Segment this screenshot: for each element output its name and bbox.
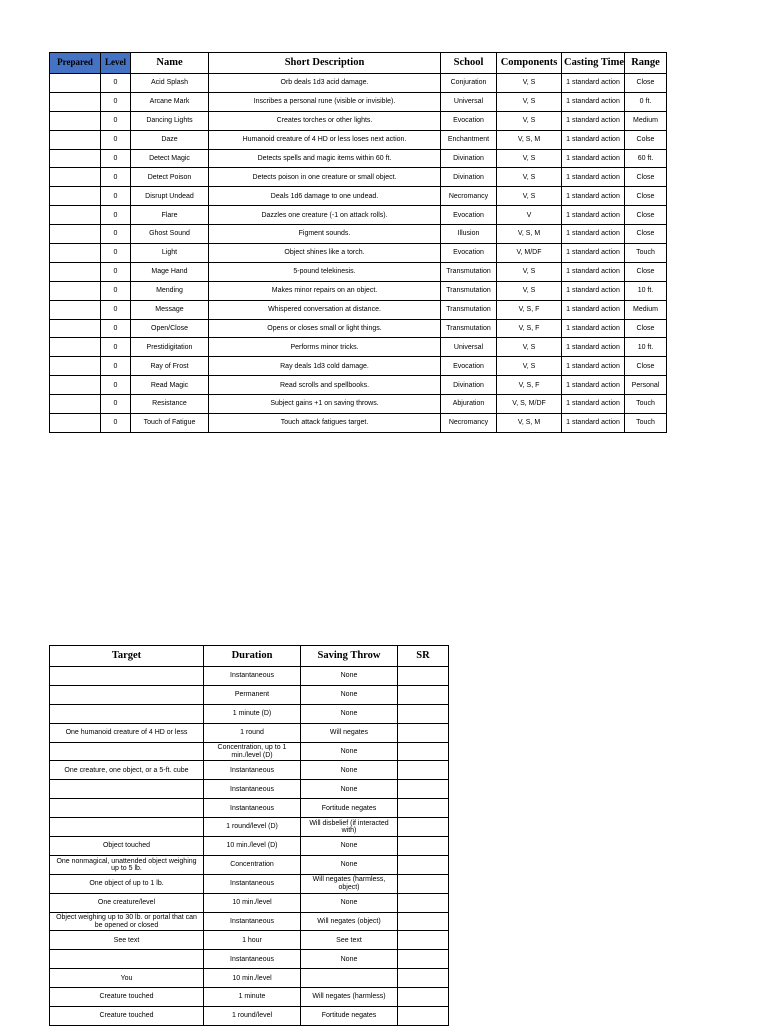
casting-time-cell: 1 standard action (562, 281, 625, 300)
duration-cell: Instantaneous (204, 912, 301, 931)
sr-cell (398, 667, 449, 686)
saving-throw-cell: None (301, 761, 398, 780)
casting-time-cell: 1 standard action (562, 74, 625, 93)
table-row (50, 780, 449, 799)
range-cell: Close (625, 262, 667, 281)
table-row (50, 319, 667, 338)
prepared-cell (50, 281, 101, 300)
casting-time-cell: 1 standard action (562, 111, 625, 130)
components-cell: V, S, M (497, 414, 562, 433)
name-cell: Ghost Sound (131, 225, 209, 244)
sr-cell (398, 818, 449, 837)
components-cell: V, S, F (497, 319, 562, 338)
saving-throw-cell: None (301, 855, 398, 874)
sr-cell (398, 1007, 449, 1026)
table-row (50, 130, 667, 149)
name-cell: Acid Splash (131, 74, 209, 93)
name-cell: Dancing Lights (131, 111, 209, 130)
components-cell: V, S (497, 111, 562, 130)
casting-time-cell: 1 standard action (562, 414, 625, 433)
components-cell: V, M/DF (497, 244, 562, 263)
sr-cell (398, 799, 449, 818)
sr-cell (398, 893, 449, 912)
casting-time-cell: 1 standard action (562, 262, 625, 281)
target-cell (50, 742, 204, 761)
level-cell: 0 (101, 111, 131, 130)
duration-cell: 1 round/level (204, 1007, 301, 1026)
header-name: Name (131, 53, 209, 74)
description-cell: Orb deals 1d3 acid damage. (209, 74, 441, 93)
casting-time-cell: 1 standard action (562, 338, 625, 357)
sr-cell (398, 761, 449, 780)
components-cell: V, S, F (497, 300, 562, 319)
table-row (50, 1007, 449, 1026)
prepared-cell (50, 206, 101, 225)
sr-cell (398, 931, 449, 950)
target-cell (50, 704, 204, 723)
casting-time-cell: 1 standard action (562, 395, 625, 414)
sr-cell (398, 780, 449, 799)
school-cell: Transmutation (441, 281, 497, 300)
casting-time-cell: 1 standard action (562, 149, 625, 168)
prepared-cell (50, 414, 101, 433)
casting-time-cell: 1 standard action (562, 300, 625, 319)
table-row (50, 931, 449, 950)
school-cell: Evocation (441, 206, 497, 225)
name-cell: Touch of Fatigue (131, 414, 209, 433)
name-cell: Arcane Mark (131, 92, 209, 111)
school-cell: Necromancy (441, 414, 497, 433)
description-cell: Performs minor tricks. (209, 338, 441, 357)
components-cell: V, S, F (497, 376, 562, 395)
duration-cell: Instantaneous (204, 950, 301, 969)
range-cell: Medium (625, 300, 667, 319)
header-range: Range (625, 53, 667, 74)
name-cell: Light (131, 244, 209, 263)
table-row (50, 357, 667, 376)
description-cell: Subject gains +1 on saving throws. (209, 395, 441, 414)
range-cell: 0 ft. (625, 92, 667, 111)
range-cell: Touch (625, 244, 667, 263)
range-cell: Personal (625, 376, 667, 395)
description-cell: Whispered conversation at distance. (209, 300, 441, 319)
prepared-cell (50, 168, 101, 187)
components-cell: V, S (497, 281, 562, 300)
level-cell: 0 (101, 168, 131, 187)
level-cell: 0 (101, 357, 131, 376)
saving-throw-cell: Will disbelief (if interacted with) (301, 818, 398, 837)
level-cell: 0 (101, 187, 131, 206)
description-cell: Dazzles one creature (-1 on attack rolls). (209, 206, 441, 225)
table-row (50, 244, 667, 263)
level-cell: 0 (101, 92, 131, 111)
target-cell: Object weighing up to 30 lb. or portal that can be opened or closed (50, 912, 204, 931)
saving-throw-cell: Fortitude negates (301, 1007, 398, 1026)
table-row (50, 761, 449, 780)
description-cell: Makes minor repairs on an object. (209, 281, 441, 300)
level-cell: 0 (101, 395, 131, 414)
duration-cell: 1 hour (204, 931, 301, 950)
prepared-cell (50, 262, 101, 281)
components-cell: V, S, M (497, 225, 562, 244)
prepared-cell (50, 319, 101, 338)
school-cell: Transmutation (441, 319, 497, 338)
effects-table (49, 645, 449, 1026)
spells-table (49, 52, 667, 433)
prepared-cell (50, 149, 101, 168)
table-row (50, 855, 449, 874)
table-row (50, 893, 449, 912)
name-cell: Disrupt Undead (131, 187, 209, 206)
target-cell (50, 685, 204, 704)
sr-cell (398, 685, 449, 704)
name-cell: Ray of Frost (131, 357, 209, 376)
table-row (50, 988, 449, 1007)
duration-cell: 1 minute (D) (204, 704, 301, 723)
level-cell: 0 (101, 225, 131, 244)
components-cell: V, S (497, 357, 562, 376)
level-cell: 0 (101, 281, 131, 300)
range-cell: Colse (625, 130, 667, 149)
description-cell: Touch attack fatigues target. (209, 414, 441, 433)
school-cell: Necromancy (441, 187, 497, 206)
level-cell: 0 (101, 376, 131, 395)
prepared-cell (50, 92, 101, 111)
sr-cell (398, 723, 449, 742)
saving-throw-cell: None (301, 704, 398, 723)
table-row (50, 969, 449, 988)
name-cell: Flare (131, 206, 209, 225)
prepared-cell (50, 187, 101, 206)
target-cell: Creature touched (50, 988, 204, 1007)
components-cell: V, S, M/DF (497, 395, 562, 414)
target-cell: Object touched (50, 837, 204, 856)
saving-throw-cell: None (301, 837, 398, 856)
table-row (50, 262, 667, 281)
range-cell: Medium (625, 111, 667, 130)
duration-cell: Permanent (204, 685, 301, 704)
school-cell: Universal (441, 92, 497, 111)
saving-throw-cell: None (301, 950, 398, 969)
sr-cell (398, 874, 449, 893)
target-cell: You (50, 969, 204, 988)
sr-cell (398, 855, 449, 874)
level-cell: 0 (101, 206, 131, 225)
effects-header-row (50, 646, 449, 667)
sr-cell (398, 912, 449, 931)
table-row (50, 92, 667, 111)
saving-throw-cell: None (301, 742, 398, 761)
duration-cell: 1 round (204, 723, 301, 742)
saving-throw-cell (301, 969, 398, 988)
header-duration: Duration (204, 646, 301, 667)
sr-cell (398, 837, 449, 856)
casting-time-cell: 1 standard action (562, 357, 625, 376)
table-row (50, 912, 449, 931)
duration-cell: Instantaneous (204, 874, 301, 893)
level-cell: 0 (101, 414, 131, 433)
components-cell: V, S (497, 168, 562, 187)
duration-cell: 10 min./level (D) (204, 837, 301, 856)
saving-throw-cell: Will negates (object) (301, 912, 398, 931)
level-cell: 0 (101, 319, 131, 338)
target-cell (50, 818, 204, 837)
school-cell: Divination (441, 376, 497, 395)
casting-time-cell: 1 standard action (562, 130, 625, 149)
prepared-cell (50, 225, 101, 244)
name-cell: Detect Poison (131, 168, 209, 187)
level-cell: 0 (101, 74, 131, 93)
prepared-cell (50, 376, 101, 395)
target-cell: One creature/level (50, 893, 204, 912)
school-cell: Enchantment (441, 130, 497, 149)
description-cell: Read scrolls and spellbooks. (209, 376, 441, 395)
target-cell: One object of up to 1 lb. (50, 874, 204, 893)
casting-time-cell: 1 standard action (562, 225, 625, 244)
saving-throw-cell: Fortitude negates (301, 799, 398, 818)
name-cell: Detect Magic (131, 149, 209, 168)
target-cell (50, 667, 204, 686)
table-row (50, 704, 449, 723)
duration-cell: 10 min./level (204, 969, 301, 988)
name-cell: Resistance (131, 395, 209, 414)
description-cell: Detects poison in one creature or small object. (209, 168, 441, 187)
components-cell: V, S (497, 262, 562, 281)
prepared-cell (50, 130, 101, 149)
duration-cell: Instantaneous (204, 799, 301, 818)
target-cell: See text (50, 931, 204, 950)
table-row (50, 74, 667, 93)
table-row (50, 742, 449, 761)
saving-throw-cell: None (301, 685, 398, 704)
target-cell: One humanoid creature of 4 HD or less (50, 723, 204, 742)
table-row (50, 300, 667, 319)
school-cell: Illusion (441, 225, 497, 244)
range-cell: Close (625, 319, 667, 338)
prepared-cell (50, 74, 101, 93)
saving-throw-cell: Will negates (301, 723, 398, 742)
sr-cell (398, 704, 449, 723)
components-cell: V, S (497, 74, 562, 93)
table-row (50, 723, 449, 742)
duration-cell: 1 round/level (D) (204, 818, 301, 837)
description-cell: Opens or closes small or light things. (209, 319, 441, 338)
table-row (50, 667, 449, 686)
range-cell: Close (625, 206, 667, 225)
description-cell: Humanoid creature of 4 HD or less loses next action. (209, 130, 441, 149)
school-cell: Evocation (441, 357, 497, 376)
range-cell: Touch (625, 395, 667, 414)
table-row (50, 414, 667, 433)
level-cell: 0 (101, 244, 131, 263)
level-cell: 0 (101, 149, 131, 168)
name-cell: Daze (131, 130, 209, 149)
prepared-cell (50, 300, 101, 319)
sr-cell (398, 950, 449, 969)
saving-throw-cell: None (301, 667, 398, 686)
prepared-cell (50, 111, 101, 130)
casting-time-cell: 1 standard action (562, 319, 625, 338)
level-cell: 0 (101, 130, 131, 149)
table-row (50, 149, 667, 168)
table-row (50, 376, 667, 395)
saving-throw-cell: None (301, 893, 398, 912)
duration-cell: Instantaneous (204, 780, 301, 799)
description-cell: Deals 1d6 damage to one undead. (209, 187, 441, 206)
header-components: Components (497, 53, 562, 74)
components-cell: V (497, 206, 562, 225)
casting-time-cell: 1 standard action (562, 187, 625, 206)
table-row (50, 281, 667, 300)
name-cell: Mending (131, 281, 209, 300)
prepared-cell (50, 338, 101, 357)
header-level: Level (101, 53, 131, 74)
casting-time-cell: 1 standard action (562, 244, 625, 263)
prepared-cell (50, 395, 101, 414)
school-cell: Abjuration (441, 395, 497, 414)
table-row (50, 111, 667, 130)
casting-time-cell: 1 standard action (562, 206, 625, 225)
name-cell: Message (131, 300, 209, 319)
spells-header-row (50, 53, 667, 74)
header-sr: SR (398, 646, 449, 667)
duration-cell: Instantaneous (204, 761, 301, 780)
school-cell: Divination (441, 149, 497, 168)
header-short-description: Short Description (209, 53, 441, 74)
range-cell: Close (625, 225, 667, 244)
range-cell: Close (625, 168, 667, 187)
level-cell: 0 (101, 300, 131, 319)
target-cell: One creature, one object, or a 5-ft. cube (50, 761, 204, 780)
duration-cell: 10 min./level (204, 893, 301, 912)
school-cell: Transmutation (441, 300, 497, 319)
table-row (50, 874, 449, 893)
school-cell: Evocation (441, 244, 497, 263)
name-cell: Open/Close (131, 319, 209, 338)
target-cell: One nonmagical, unattended object weighing up to 5 lb. (50, 855, 204, 874)
range-cell: Close (625, 187, 667, 206)
duration-cell: Concentration, up to 1 min./level (D) (204, 742, 301, 761)
range-cell: Close (625, 357, 667, 376)
range-cell: 60 ft. (625, 149, 667, 168)
level-cell: 0 (101, 262, 131, 281)
name-cell: Mage Hand (131, 262, 209, 281)
components-cell: V, S (497, 149, 562, 168)
description-cell: Figment sounds. (209, 225, 441, 244)
range-cell: Close (625, 74, 667, 93)
saving-throw-cell: Will negates (harmless, object) (301, 874, 398, 893)
components-cell: V, S (497, 187, 562, 206)
description-cell: Object shines like a torch. (209, 244, 441, 263)
description-cell: Inscribes a personal rune (visible or invisible). (209, 92, 441, 111)
target-cell (50, 799, 204, 818)
table-row (50, 206, 667, 225)
table-row (50, 950, 449, 969)
target-cell (50, 950, 204, 969)
table-row (50, 338, 667, 357)
name-cell: Prestidigitation (131, 338, 209, 357)
saving-throw-cell: Will negates (harmless) (301, 988, 398, 1007)
range-cell: Touch (625, 414, 667, 433)
header-prepared: Prepared (50, 53, 101, 74)
range-cell: 10 ft. (625, 338, 667, 357)
name-cell: Read Magic (131, 376, 209, 395)
description-cell: Creates torches or other lights. (209, 111, 441, 130)
prepared-cell (50, 244, 101, 263)
components-cell: V, S, M (497, 130, 562, 149)
header-school: School (441, 53, 497, 74)
target-cell (50, 780, 204, 799)
components-cell: V, S (497, 338, 562, 357)
description-cell: Ray deals 1d3 cold damage. (209, 357, 441, 376)
school-cell: Divination (441, 168, 497, 187)
components-cell: V, S (497, 92, 562, 111)
description-cell: Detects spells and magic items within 60 ft. (209, 149, 441, 168)
school-cell: Transmutation (441, 262, 497, 281)
sr-cell (398, 988, 449, 1007)
level-cell: 0 (101, 338, 131, 357)
target-cell: Creature touched (50, 1007, 204, 1026)
prepared-cell (50, 357, 101, 376)
table-row (50, 837, 449, 856)
saving-throw-cell: See text (301, 931, 398, 950)
table-row (50, 395, 667, 414)
table-row (50, 168, 667, 187)
range-cell: 10 ft. (625, 281, 667, 300)
casting-time-cell: 1 standard action (562, 92, 625, 111)
school-cell: Conjuration (441, 74, 497, 93)
saving-throw-cell: None (301, 780, 398, 799)
casting-time-cell: 1 standard action (562, 168, 625, 187)
table-row (50, 799, 449, 818)
sr-cell (398, 969, 449, 988)
school-cell: Universal (441, 338, 497, 357)
table-row (50, 187, 667, 206)
duration-cell: Instantaneous (204, 667, 301, 686)
header-saving-throw: Saving Throw (301, 646, 398, 667)
header-target: Target (50, 646, 204, 667)
duration-cell: 1 minute (204, 988, 301, 1007)
sr-cell (398, 742, 449, 761)
table-row (50, 818, 449, 837)
school-cell: Evocation (441, 111, 497, 130)
table-row (50, 225, 667, 244)
table-row (50, 685, 449, 704)
description-cell: 5-pound telekinesis. (209, 262, 441, 281)
header-casting-time: Casting Time (562, 53, 625, 74)
casting-time-cell: 1 standard action (562, 376, 625, 395)
duration-cell: Concentration (204, 855, 301, 874)
